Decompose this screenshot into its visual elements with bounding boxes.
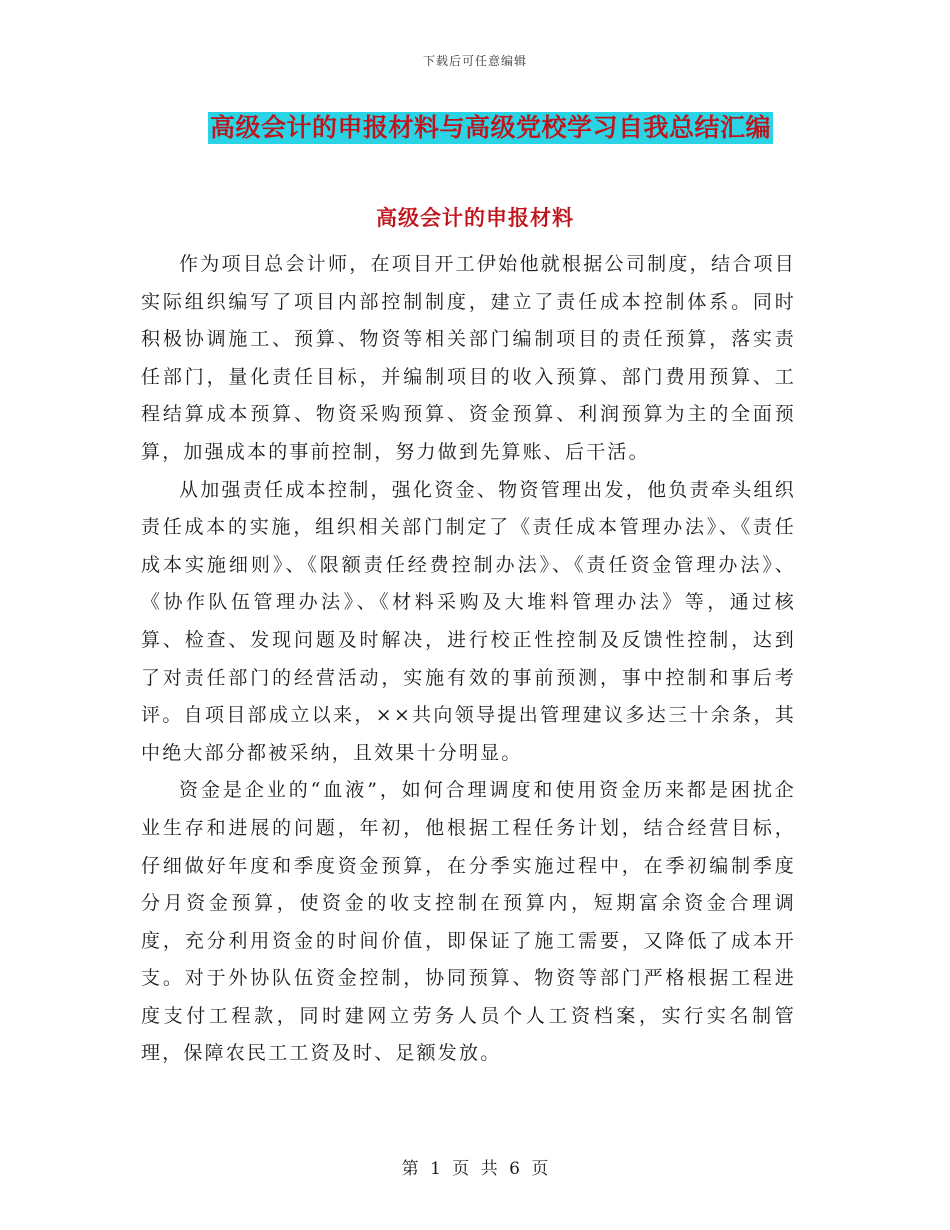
body-paragraph-1: 作为项目总会计师，在项目开工伊始他就根据公司制度，结合项目实际组织编写了项目内部控制制度，建立了责任成本控制体系。同时积极协调施工、预算、物资等相关部门编制项目的责任预算，落实责任部门，量化责任目标，并编制项目的收入预算、部门费用预算、工程结算成本预算、物资采购预算、资金预算、利润预算为主的全面预算，加强成本的事前控制，努力做到先算账、后干活。: [141, 253, 796, 463]
document-body: [141, 246, 796, 1073]
document-title: 高级会计的申报材料与高级党校学习自我总结汇编: [210, 113, 772, 142]
page-number-footer: 第 1 页 共 6 页: [401, 1159, 549, 1179]
document-title-highlight: [208, 112, 773, 144]
body-paragraph-3: 资金是企业的“血液”，如何合理调度和使用资金历来都是困扰企业生存和进展的问题，年初，他根据工程任务计划，结合经营目标，仔细做好年度和季度资金预算，在分季实施过程中，在季初编制季度分月资金预算，使资金的收支控制在预算内，短期富余资金合理调度，充分利用资金的时间价值，即保证了施工需要，又降低了成本开支。对于外协队伍资金控制，协同预算、物资等部门严格根据工程进度支付工程款，同时建网立劳务人员个人工资档案，实行实名制管理，保障农民工工资及时、足额发放。: [141, 779, 796, 1065]
page-header-note: 下载后可任意编辑: [422, 54, 527, 68]
body-paragraph-2: 从加强责任成本控制，强化资金、物资管理出发，他负责牵头组织责任成本的实施，组织相关部门制定了《责任成本管理办法》、《责任成本实施细则》、《限额责任经费控制办法》、《责任资金管理办法》、《协作队伍管理办法》、《材料采购及大堆料管理办法》等，通过核算、检查、发现问题及时解决，进行校正性控制及反馈性控制，达到了对责任部门的经营活动，实施有效的事前预测，事中控制和事后考评。自项目部成立以来，××共向领导提出管理建议多达三十余条，其中绝大部分都被采纳，且效果十分明显。: [141, 478, 796, 764]
section-title: 高级会计的申报材料: [376, 206, 574, 230]
